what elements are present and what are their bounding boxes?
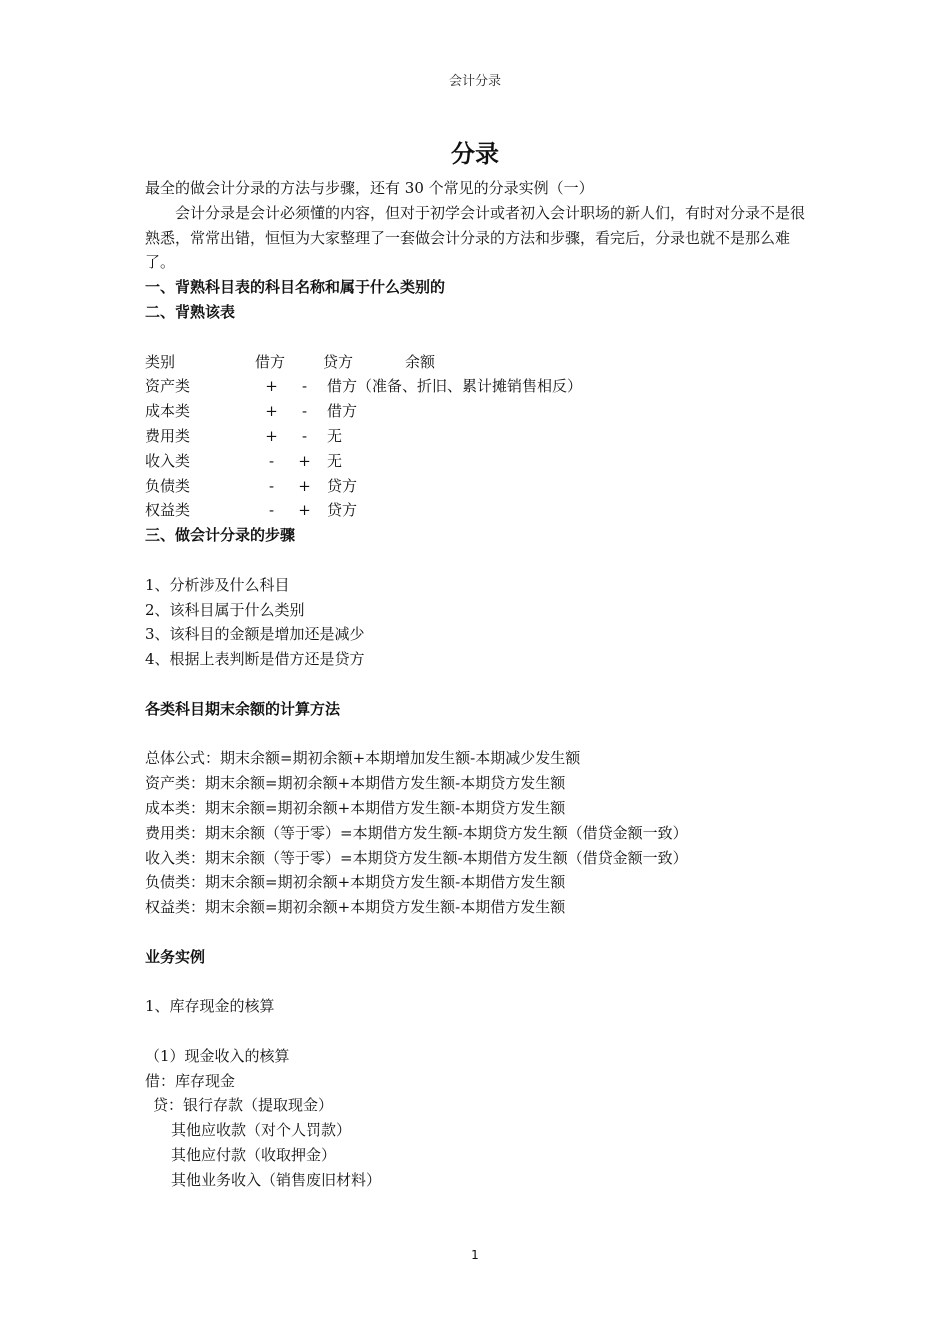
- page-header: 会计分录: [448, 74, 501, 89]
- table-cell: 费用类: [145, 426, 191, 445]
- table-header-debit: 借方: [255, 352, 286, 371]
- list-item: 4、根据上表判断是借方还是贷方: [145, 650, 365, 669]
- section-heading-5: 业务实例: [145, 947, 206, 966]
- document-title: 分录: [451, 140, 499, 168]
- table-header-category: 类别: [145, 352, 176, 371]
- formula-line: 总体公式：期末余额=期初余额+本期增加发生额-本期减少发生额: [145, 749, 581, 768]
- formula-line: 成本类：期末余额=期初余额+本期借方发生额-本期贷方发生额: [145, 798, 566, 817]
- intro-line: 最全的做会计分录的方法与步骤，还有 30 个常见的分录实例（一）: [145, 179, 594, 197]
- table-row: [145, 449, 815, 474]
- table-cell: 借方（准备、折旧、累计摊销售相反）: [327, 377, 583, 396]
- table-row: [145, 498, 815, 523]
- credit-entry: 其他应付款（收取押金）: [171, 1146, 337, 1165]
- formula-line: 收入类：期末余额（等于零）=本期贷方发生额-本期借方发生额（借贷金额一致）: [145, 848, 688, 867]
- table-header-credit: 贷方: [323, 352, 354, 371]
- page-number: 1: [471, 1248, 479, 1262]
- table-row: [145, 374, 815, 399]
- table-cell: -: [268, 476, 275, 495]
- example-title: 1、库存现金的核算: [145, 997, 275, 1016]
- table-cell: +: [265, 377, 278, 396]
- section-heading-2: 二、背熟该表: [145, 302, 236, 321]
- table-cell: 贷方: [327, 501, 358, 520]
- table-header-row: [145, 350, 815, 375]
- list-item: 3、该科目的金额是增加还是减少: [145, 625, 365, 644]
- document-body: [145, 176, 815, 1193]
- table-cell: +: [298, 501, 311, 520]
- list-item: 2、该科目属于什么类别: [145, 600, 305, 619]
- table-cell: -: [301, 402, 308, 421]
- table-cell: 借方: [327, 402, 358, 421]
- table-row: [145, 399, 815, 424]
- table-cell: -: [301, 377, 308, 396]
- table-row: [145, 474, 815, 499]
- table-cell: 成本类: [145, 402, 191, 421]
- table-cell: -: [268, 501, 275, 520]
- credit-entry: 贷：银行存款（提取现金）: [153, 1096, 334, 1115]
- table-cell: 收入类: [145, 451, 191, 470]
- table-cell: +: [298, 451, 311, 470]
- table-cell: 贷方: [327, 476, 358, 495]
- table-cell: +: [265, 402, 278, 421]
- table-cell: 无: [327, 451, 343, 470]
- table-header-balance: 余额: [405, 352, 436, 371]
- table-cell: 负债类: [145, 476, 191, 495]
- list-item: 1、分析涉及什么科目: [145, 575, 290, 594]
- formula-line: 负债类：期末余额=期初余额+本期贷方发生额-本期借方发生额: [145, 873, 566, 892]
- section-heading-3: 三、做会计分录的步骤: [145, 526, 296, 545]
- table-row: [145, 424, 815, 449]
- table-cell: -: [268, 451, 275, 470]
- table-cell: -: [301, 426, 308, 445]
- table-cell: 资产类: [145, 377, 191, 396]
- table-cell: +: [298, 476, 311, 495]
- formula-line: 资产类：期末余额=期初余额+本期借方发生额-本期贷方发生额: [145, 774, 566, 793]
- credit-entry: 其他业务收入（销售废旧材料）: [171, 1170, 382, 1189]
- table-cell: 权益类: [145, 501, 191, 520]
- table-cell: 无: [327, 426, 343, 445]
- table-cell: +: [265, 426, 278, 445]
- formula-line: 权益类：期末余额=期初余额+本期贷方发生额-本期借方发生额: [145, 898, 566, 917]
- credit-entry: 其他应收款（对个人罚款）: [171, 1121, 352, 1140]
- section-heading-1: 一、背熟科目表的科目名称和属于什么类别的: [145, 278, 446, 297]
- formula-line: 费用类：期末余额（等于零）=本期借方发生额-本期贷方发生额（借贷金额一致）: [145, 823, 688, 842]
- example-subtitle: （1）现金收入的核算: [145, 1046, 290, 1065]
- debit-entry: 借：库存现金: [145, 1071, 236, 1090]
- section-heading-4: 各类科目期末余额的计算方法: [145, 699, 341, 718]
- intro-paragraph: 会计分录是会计必须懂的内容，但对于初学会计或者初入会计职场的新人们，有时对分录不是很熟悉，常常出错，恒恒为大家整理了一套做会计分录的方法和步骤，看完后，分录也就不是那么难了。: [145, 203, 806, 272]
